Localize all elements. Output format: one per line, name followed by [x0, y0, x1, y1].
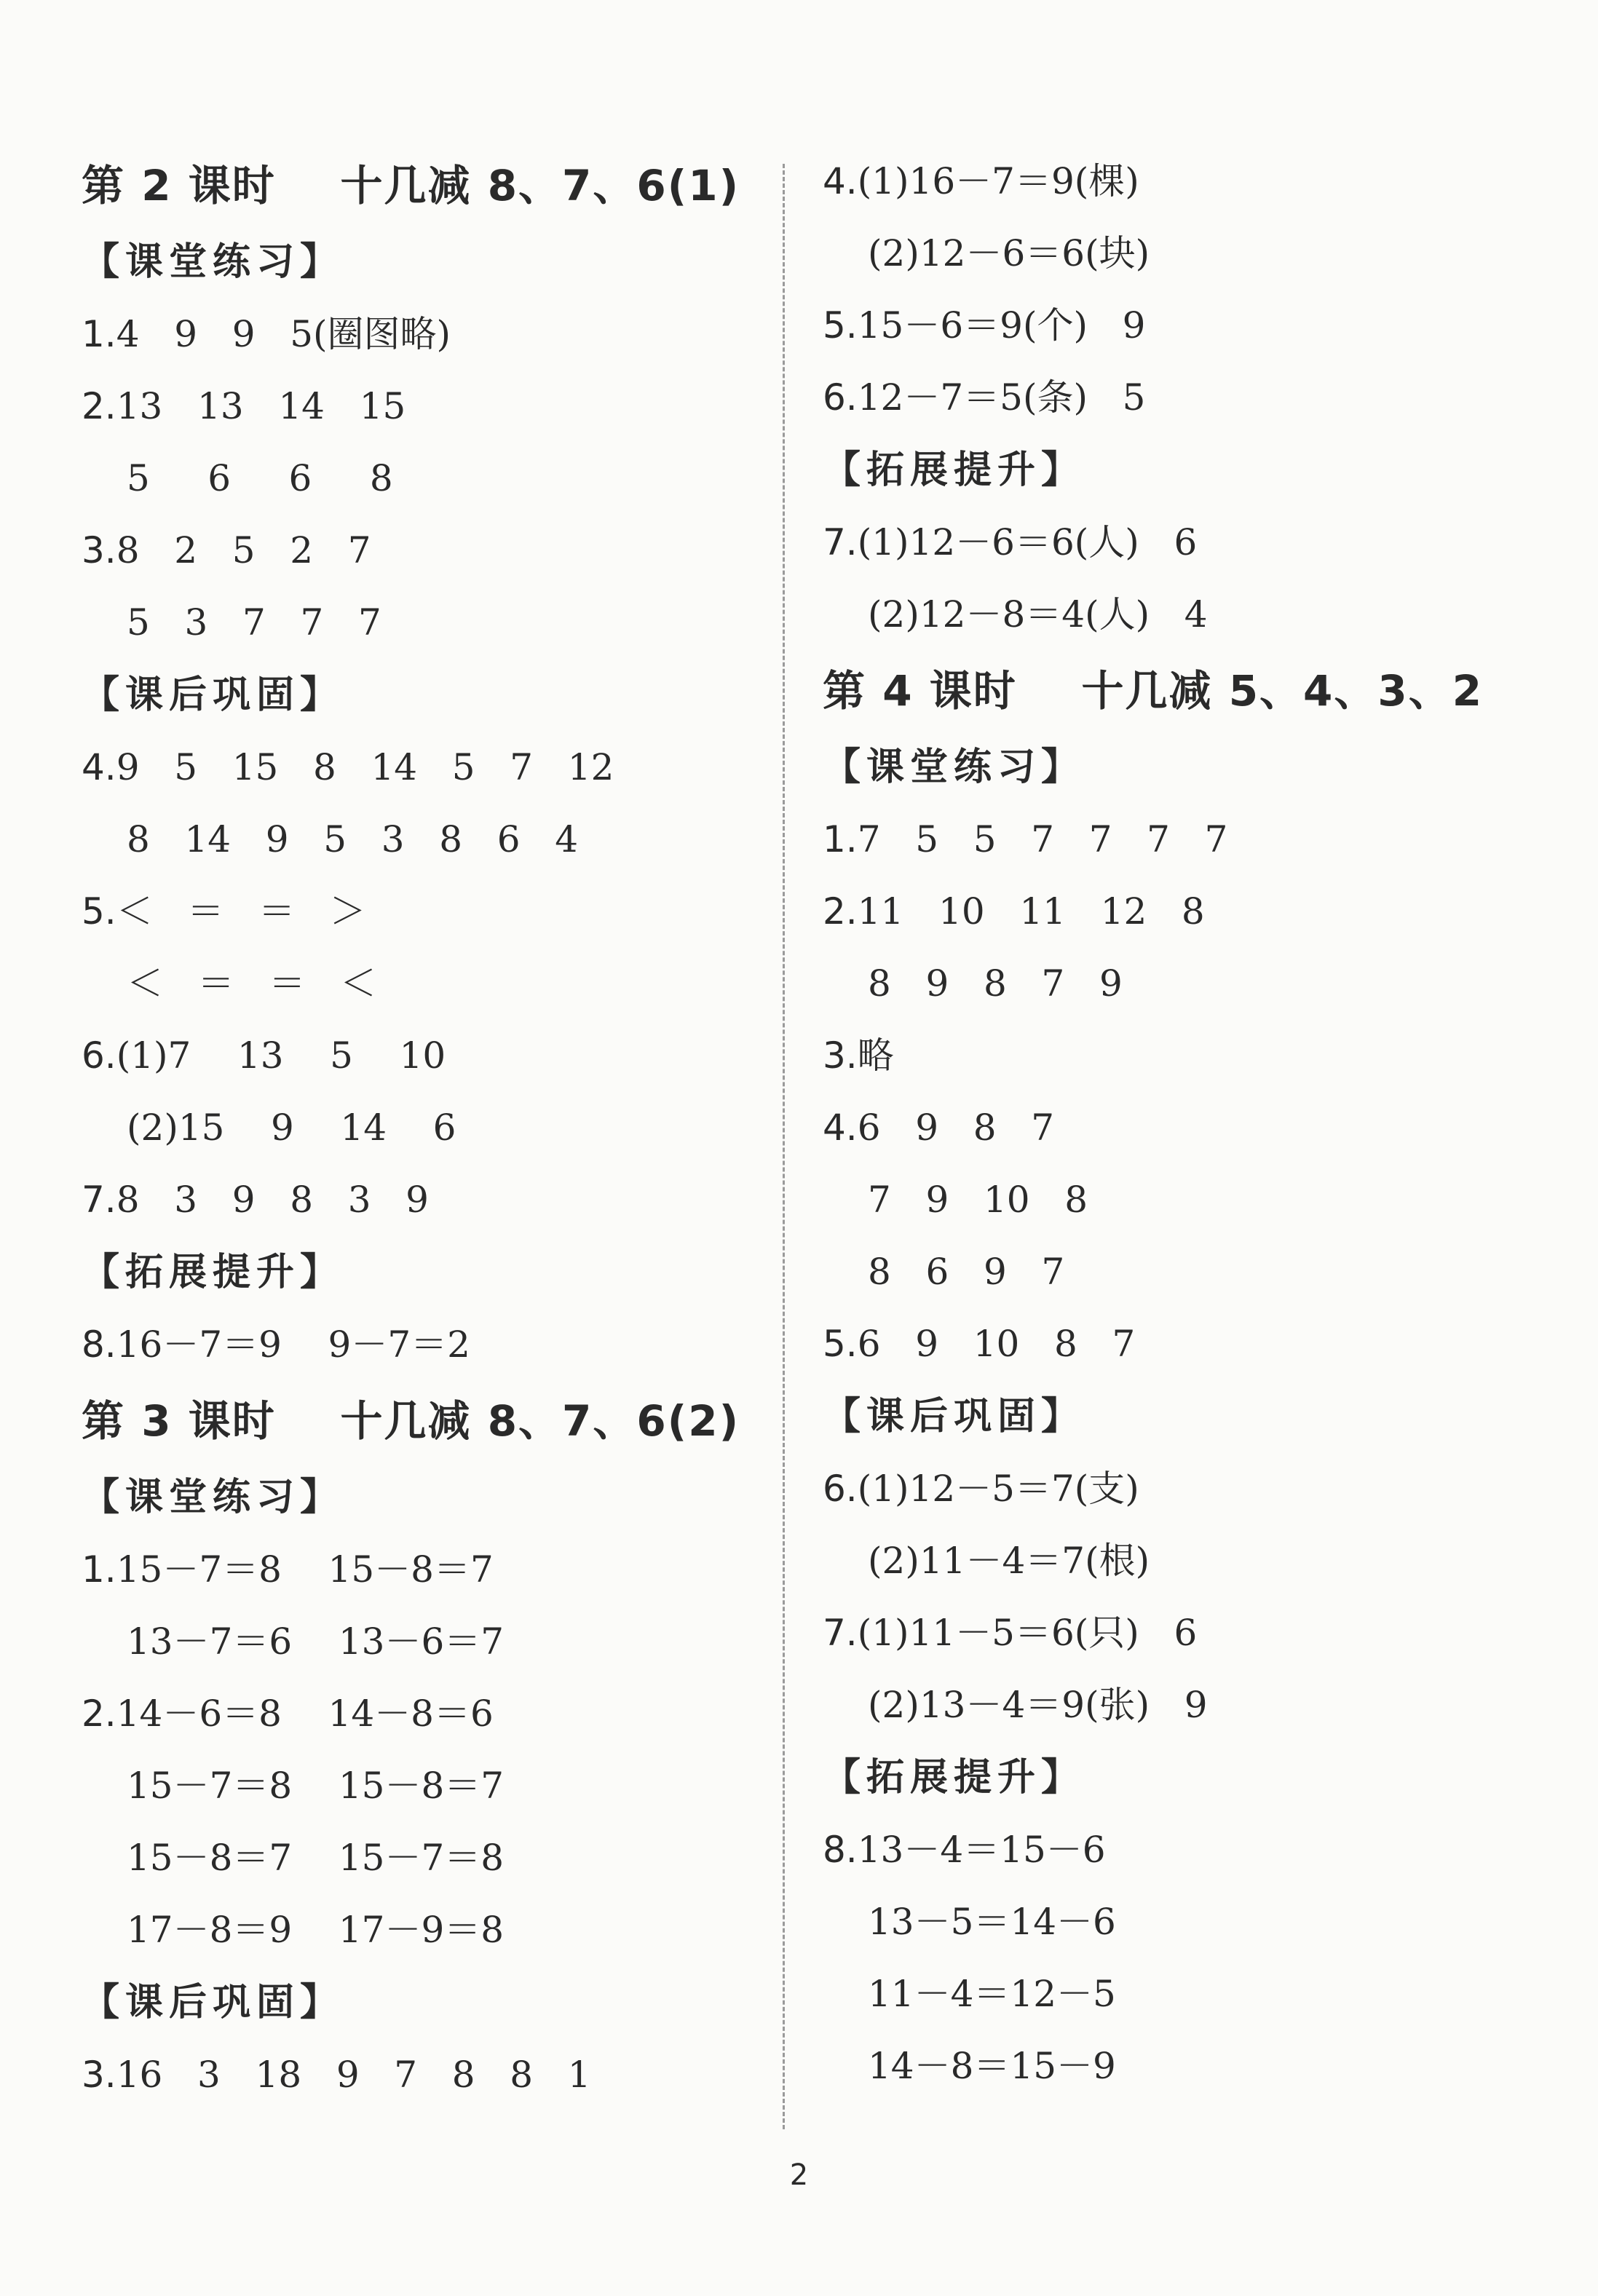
question-number: 6.: [823, 376, 858, 419]
answer-text: (1)7 13 5 10: [116, 1034, 446, 1077]
question-number: 2.: [82, 385, 116, 427]
answer-line: [823, 1597, 1551, 1669]
question-number: 3.: [82, 529, 116, 571]
section-heading: 【拓展提升】: [82, 1250, 344, 1294]
question-number: 5.: [823, 304, 858, 347]
answer-continuation: 15－8＝7 15－7＝8: [127, 1837, 505, 1879]
question-number: 2.: [82, 1693, 116, 1735]
answer-text: 15－7＝8 15－8＝7: [116, 1548, 494, 1591]
answer-continuation: ＜ ＝ ＝ ＜: [127, 962, 377, 1005]
answer-continuation: 13－5＝14－6: [868, 1901, 1116, 1943]
answer-continuation: (2)13－4＝9(张) 9: [868, 1684, 1208, 1726]
answer-text: (1)11－5＝6(只) 6: [857, 1612, 1198, 1654]
question-number: 5.: [82, 890, 116, 933]
question-number: 8.: [823, 1829, 858, 1871]
answer-line: [82, 1020, 773, 1092]
answer-text: 11 10 11 12 8: [857, 890, 1205, 933]
answer-continuation: 5 3 7 7 7: [127, 601, 381, 644]
section-heading: 【课后巩固】: [82, 673, 344, 717]
column-divider: [783, 164, 785, 2129]
left-column: [82, 146, 773, 2111]
answer-line: [823, 1814, 1551, 1886]
answer-text: 9 5 15 8 14 5 7 12: [116, 746, 614, 788]
answer-text: 14－6＝8 14－8＝6: [116, 1693, 494, 1735]
answer-continuation: 8 14 9 5 3 8 6 4: [127, 818, 579, 860]
question-number: 6.: [823, 1468, 858, 1510]
section-heading: 【课堂练习】: [82, 240, 344, 284]
answer-line: [82, 1678, 773, 1750]
question-number: 3.: [82, 2054, 116, 2096]
section-heading: 【拓展提升】: [823, 1755, 1085, 1800]
answer-continuation: (2)12－8＝4(人) 4: [868, 593, 1208, 636]
answer-continuation: 13－7＝6 13－6＝7: [127, 1620, 505, 1663]
answer-continuation: 15－7＝8 15－8＝7: [127, 1765, 505, 1807]
answer-line: [823, 362, 1551, 434]
section-heading: 【拓展提升】: [823, 448, 1085, 492]
answer-line: [823, 804, 1551, 876]
answer-continuation: 5 6 6 8: [127, 457, 393, 499]
answer-line: [823, 507, 1551, 579]
answer-line: [823, 876, 1551, 948]
section-heading: 【课后巩固】: [823, 1394, 1085, 1438]
answer-line: [82, 1164, 773, 1236]
answer-line: [823, 1092, 1551, 1164]
question-number: 7.: [823, 1612, 858, 1654]
question-number: 1.: [82, 1548, 116, 1591]
answer-line: [82, 371, 773, 443]
lesson-title: 第 4 课时 十几减 5、4、3、2: [823, 666, 1484, 716]
answer-line: [823, 1453, 1551, 1525]
answer-line: [82, 298, 773, 371]
question-number: 4.: [823, 1107, 858, 1149]
section-heading: 【课堂练习】: [82, 1475, 344, 1519]
answer-continuation: (2)11－4＝7(根): [868, 1540, 1150, 1582]
right-column: [823, 146, 1551, 2102]
page-number: 2: [789, 2158, 809, 2192]
question-number: 7.: [823, 521, 858, 563]
answer-continuation: (2)12－6＝6(块): [868, 232, 1150, 274]
answer-text: 13－4＝15－6: [857, 1829, 1106, 1871]
question-number: 4.: [82, 746, 116, 788]
question-number: 4.: [823, 160, 858, 202]
answer-text: 13 13 14 15: [116, 385, 406, 427]
answer-text: 15－6＝9(个) 9: [857, 304, 1146, 347]
answer-text: ＜ ＝ ＝ ＞: [116, 890, 366, 933]
answer-text: (1)12－5＝7(支): [857, 1468, 1139, 1510]
answer-text: 略: [857, 1034, 894, 1077]
answer-continuation: 14－8＝15－9: [868, 2045, 1116, 2087]
question-number: 1.: [823, 818, 858, 860]
answer-text: 12－7＝5(条) 5: [857, 376, 1146, 419]
section-heading: 【课堂练习】: [823, 745, 1085, 789]
question-number: 5.: [823, 1323, 858, 1365]
question-number: 2.: [823, 890, 858, 933]
answer-continuation: (2)15 9 14 6: [127, 1107, 456, 1149]
answer-text: (1)16－7＝9(棵): [857, 160, 1139, 202]
answer-line: [823, 146, 1551, 218]
section-heading: 【课后巩固】: [82, 1980, 344, 2024]
answer-line: [823, 1020, 1551, 1092]
question-number: 3.: [823, 1034, 858, 1077]
answer-text: 16 3 18 9 7 8 8 1: [116, 2054, 591, 2096]
question-number: 8.: [82, 1323, 116, 1366]
answer-line: [82, 732, 773, 804]
answer-line: [823, 290, 1551, 362]
answer-line: [823, 1308, 1551, 1380]
answer-continuation: 8 9 8 7 9: [868, 962, 1123, 1005]
lesson-title: 第 2 课时 十几减 8、7、6(1): [82, 161, 740, 210]
answer-continuation: 8 6 9 7: [868, 1251, 1065, 1293]
answer-line: [82, 2039, 773, 2111]
answer-continuation: 17－8＝9 17－9＝8: [127, 1909, 505, 1951]
answer-continuation: 11－4＝12－5: [868, 1973, 1116, 2015]
answer-text: 4 9 9 5(圈图略): [116, 313, 451, 355]
answer-text: 16－7＝9 9－7＝2: [116, 1323, 470, 1366]
question-number: 1.: [82, 313, 116, 355]
answer-text: 7 5 5 7 7 7 7: [857, 818, 1228, 860]
lesson-title: 第 3 课时 十几减 8、7、6(2): [82, 1396, 740, 1446]
answer-text: (1)12－6＝6(人) 6: [857, 521, 1198, 563]
question-number: 7.: [82, 1179, 116, 1221]
question-number: 6.: [82, 1034, 116, 1077]
answer-line: [82, 515, 773, 587]
answer-text: 6 9 8 7: [857, 1107, 1055, 1149]
answer-line: [82, 1534, 773, 1606]
answer-line: [82, 876, 773, 948]
answer-line: [82, 1309, 773, 1381]
answer-text: 6 9 10 8 7: [857, 1323, 1136, 1365]
answer-continuation: 7 9 10 8: [868, 1179, 1088, 1221]
answer-text: 8 2 5 2 7: [116, 529, 371, 571]
answer-text: 8 3 9 8 3 9: [116, 1179, 429, 1221]
